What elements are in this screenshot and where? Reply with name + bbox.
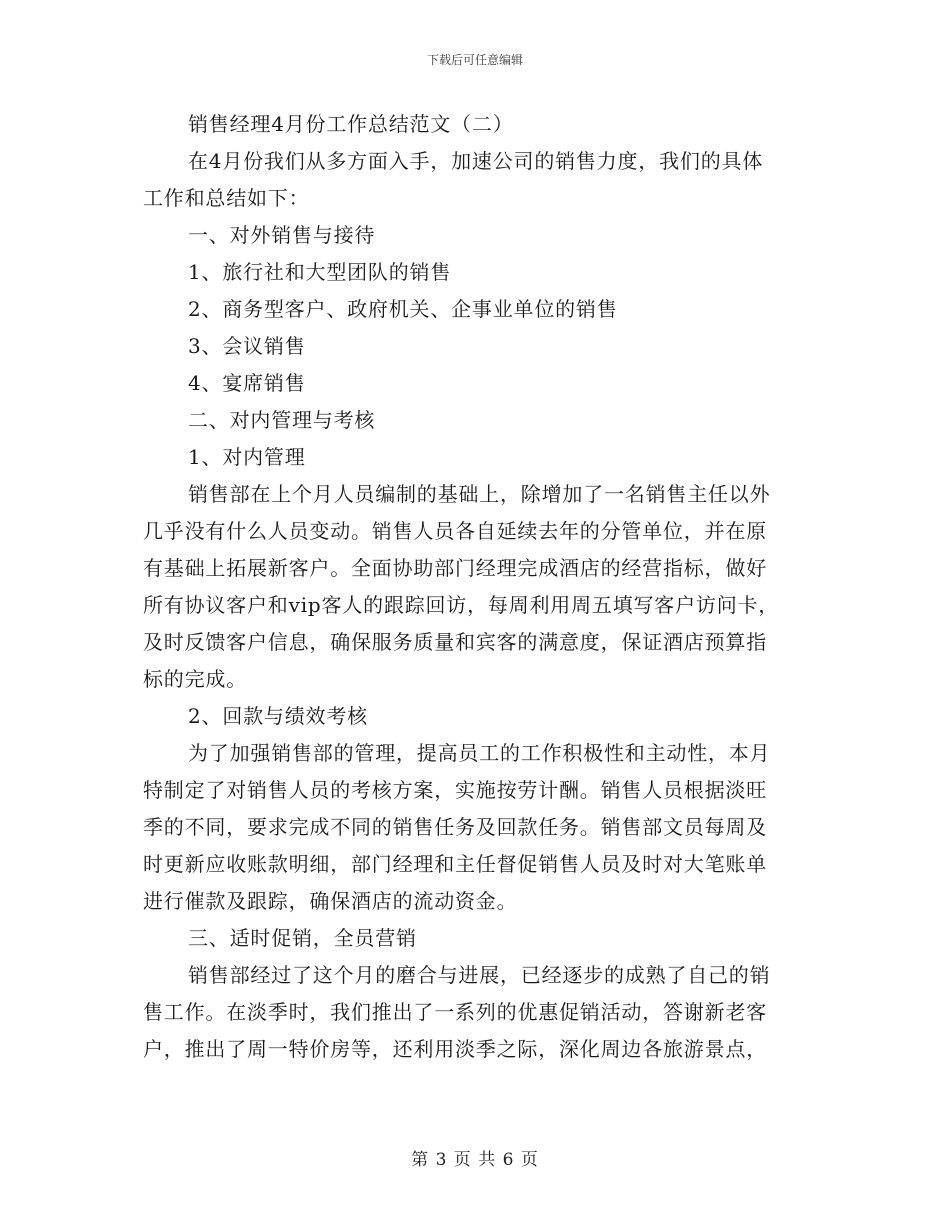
text-line: 1、旅行社和大型团队的销售 bbox=[188, 260, 452, 284]
text-line: 标的完成。 bbox=[143, 667, 247, 691]
text-line: 二、对内管理与考核 bbox=[188, 408, 376, 432]
text-line: 1、对内管理 bbox=[188, 445, 306, 469]
text-line: 2、商务型客户、政府机关、企事业单位的销售 bbox=[188, 297, 618, 321]
text-line: 三、适时促销，全员营销 bbox=[188, 926, 417, 950]
text-line: 4、宴席销售 bbox=[188, 371, 306, 395]
text-line: 一、对外销售与接待 bbox=[188, 223, 376, 247]
text-line: 3、会议销售 bbox=[188, 334, 306, 358]
text-line: 有基础上拓展新客户。全面协助部门经理完成酒店的经营指标，做好 bbox=[143, 556, 767, 580]
text-line: 工作和总结如下： bbox=[143, 186, 310, 210]
text-line: 时更新应收账款明细，部门经理和主任督促销售人员及时对大笔账单 bbox=[143, 852, 767, 876]
text-line: 户，推出了周一特价房等，还利用淡季之际，深化周边各旅游景点， bbox=[143, 1037, 767, 1061]
text-line: 及时反馈客户信息，确保服务质量和宾客的满意度，保证酒店预算指 bbox=[143, 630, 767, 654]
text-line: 销售部经过了这个月的磨合与进展，已经逐步的成熟了自己的销 bbox=[188, 963, 771, 987]
text-line: 为了加强销售部的管理，提高员工的工作积极性和主动性，本月 bbox=[188, 741, 771, 765]
page-footer: 第 3 页 共 6 页 bbox=[411, 1150, 539, 1170]
text-line: 进行催款及跟踪，确保酒店的流动资金。 bbox=[143, 889, 518, 913]
document-body bbox=[143, 106, 793, 1068]
text-line: 售工作。在淡季时，我们推出了一系列的优惠促销活动，答谢新老客 bbox=[143, 1000, 767, 1024]
text-line: 特制定了对销售人员的考核方案，实施按劳计酬。销售人员根据淡旺 bbox=[143, 778, 767, 802]
text-line: 季的不同，要求完成不同的销售任务及回款任务。销售部文员每周及 bbox=[143, 815, 767, 839]
text-line: 在4月份我们从多方面入手，加速公司的销售力度，我们的具体 bbox=[188, 149, 764, 173]
page-header: 下载后可任意编辑 bbox=[426, 53, 523, 67]
text-line: 2、回款与绩效考核 bbox=[188, 704, 368, 728]
text-line: 销售部在上个月人员编制的基础上，除增加了一名销售主任以外 bbox=[188, 482, 771, 506]
text-line: 销售经理4月份工作总结范文（二） bbox=[188, 112, 514, 136]
text-line: 所有协议客户和vip客人的跟踪回访，每周利用周五填写客户访问卡， bbox=[143, 593, 780, 617]
text-line: 几乎没有什么人员变动。销售人员各自延续去年的分管单位，并在原 bbox=[143, 519, 767, 543]
